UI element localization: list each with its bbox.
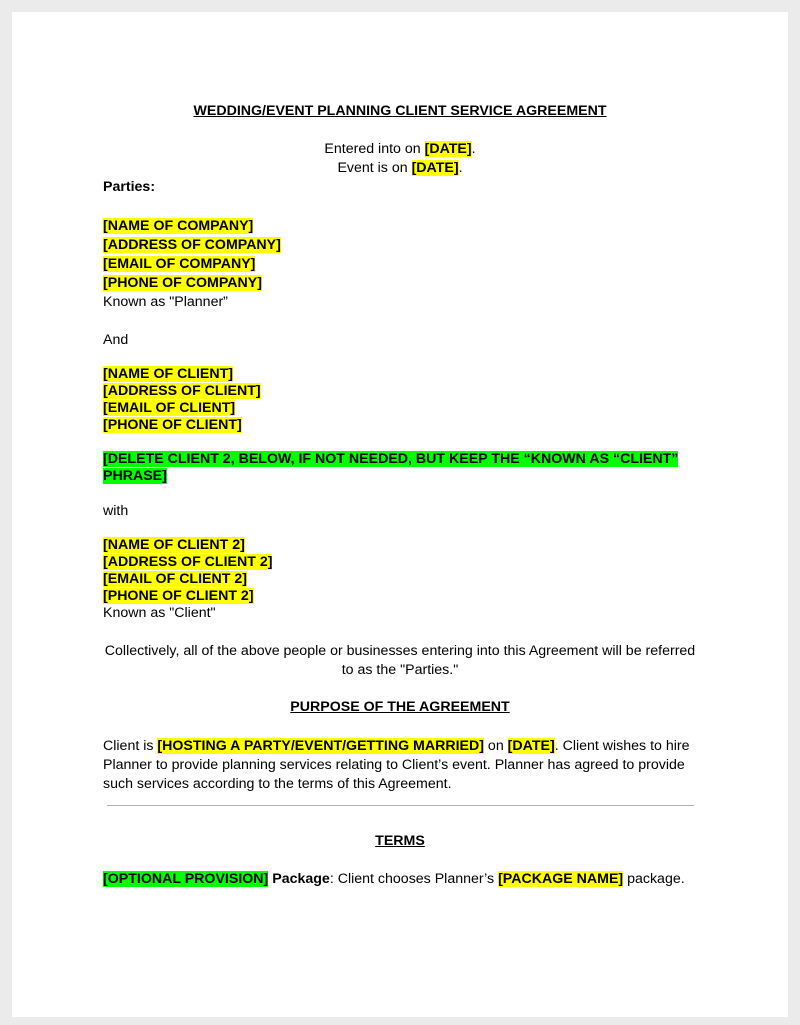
package-label: Package [272,871,330,887]
purpose-line2: Planner to provide planning services relating to Client’s event. Planner has agreed to provide [103,757,685,773]
client2-known-as: Known as "Client" [103,605,216,621]
client2-email-placeholder[interactable]: [EMAIL OF CLIENT 2] [103,571,247,587]
package-text-prefix: : Client chooses Planner’s [329,871,499,887]
parties-label: Parties: [103,179,156,195]
collectively-line2: to as the "Parties." [341,662,459,678]
delete-note-line1[interactable]: [DELETE CLIENT 2, BELOW, IF NOT NEEDED, BUT KEEP THE “KNOWN AS “CLIENT” [103,451,679,467]
event-date-placeholder[interactable]: [DATE] [411,160,459,176]
client2-name-placeholder[interactable]: [NAME OF CLIENT 2] [103,537,245,553]
event-type-placeholder[interactable]: [HOSTING A PARTY/EVENT/GETTING MARRIED] [157,738,484,754]
event-date-line [103,160,697,176]
company-email-placeholder[interactable]: [EMAIL OF COMPANY] [103,256,256,272]
purpose-prefix: Client is [103,738,158,754]
and-label: And [103,332,129,348]
entered-suffix: . [471,141,476,157]
purpose-paragraph [103,737,690,794]
client2-block [103,537,272,622]
client-email-placeholder[interactable]: [EMAIL OF CLIENT] [103,400,236,416]
purpose-mid: on [483,738,508,754]
document-page [12,12,788,1017]
entered-prefix: Entered into on [324,141,425,157]
document-title: WEDDING/EVENT PLANNING CLIENT SERVICE AGREEMENT [193,103,607,119]
client-block [103,366,261,434]
entered-date-line [103,141,697,157]
company-block [103,217,281,312]
event-prefix: Event is on [337,160,412,176]
delete-client2-note [103,451,678,485]
purpose-heading: PURPOSE OF THE AGREEMENT [290,699,510,715]
collectively-paragraph [103,642,697,680]
collectively-line1: Collectively, all of the above people or businesses entering into this Agreement will be referred [104,643,696,659]
company-known-as: Known as "Planner” [103,294,228,310]
company-name-placeholder[interactable]: [NAME OF COMPANY] [103,218,254,234]
with-label: with [103,503,129,519]
event-suffix: . [458,160,463,176]
optional-provision-tag[interactable]: [OPTIONAL PROVISION] [103,871,269,887]
purpose-date-placeholder[interactable]: [DATE] [507,738,555,754]
company-phone-placeholder[interactable]: [PHONE OF COMPANY] [103,275,262,291]
delete-note-line2[interactable]: PHRASE] [103,468,167,484]
client-address-placeholder[interactable]: [ADDRESS OF CLIENT] [103,383,261,399]
package-text-suffix: package. [623,871,685,887]
client2-address-placeholder[interactable]: [ADDRESS OF CLIENT 2] [103,554,273,570]
purpose-suffix: . Client wishes to hire [554,738,690,754]
section-divider [107,805,694,806]
package-provision [103,871,685,887]
entered-date-placeholder[interactable]: [DATE] [424,141,472,157]
purpose-line3: such services according to the terms of this Agreement. [103,776,452,792]
client-phone-placeholder[interactable]: [PHONE OF CLIENT] [103,417,242,433]
terms-heading: TERMS [375,833,425,849]
client2-phone-placeholder[interactable]: [PHONE OF CLIENT 2] [103,588,254,604]
package-name-placeholder[interactable]: [PACKAGE NAME] [498,871,624,887]
company-address-placeholder[interactable]: [ADDRESS OF COMPANY] [103,237,281,253]
client-name-placeholder[interactable]: [NAME OF CLIENT] [103,366,234,382]
